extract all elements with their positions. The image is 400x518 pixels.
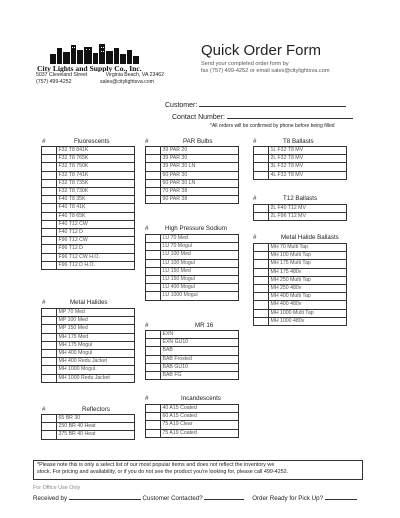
quantity-cell[interactable]	[254, 260, 269, 268]
company-name: City Lights and Supply Co., Inc.	[37, 64, 142, 72]
incandescents-header	[145, 395, 221, 402]
company-phone: (757) 499-4252	[36, 79, 72, 85]
customer-line[interactable]	[199, 99, 346, 107]
quantity-cell[interactable]	[42, 147, 57, 155]
item-name: MP 150 Med	[57, 325, 135, 333]
quantity-cell[interactable]	[146, 339, 161, 347]
item-name: 60 PAR 30	[161, 171, 239, 179]
subtitle	[201, 61, 330, 75]
quantity-cell[interactable]	[42, 415, 57, 423]
quantity-cell[interactable]	[42, 196, 57, 204]
quantity-cell[interactable]	[146, 179, 161, 187]
item-name: 1L F32 T8 MV	[269, 147, 347, 155]
table-row	[146, 267, 239, 275]
item-name: BAB FG	[161, 372, 239, 380]
metal-halides-table	[41, 308, 135, 383]
table-row	[42, 155, 135, 163]
quantity-cell[interactable]	[146, 276, 161, 284]
table-row	[254, 309, 347, 317]
quantity-cell[interactable]	[42, 325, 57, 333]
item-name: LU 150 Mogul	[161, 276, 239, 284]
mr16-title: MR 16	[195, 322, 214, 329]
table-row	[42, 196, 135, 204]
incandescents-title: Incandescents	[181, 395, 221, 402]
item-name: BAB	[161, 347, 239, 355]
table-row	[146, 163, 239, 171]
quantity-cell[interactable]	[146, 292, 161, 300]
item-name: LU 400 Mogul	[161, 284, 239, 292]
table-row	[254, 285, 347, 293]
quantity-cell[interactable]	[146, 347, 161, 355]
table-row	[254, 147, 347, 155]
table-row	[146, 355, 239, 363]
item-name: LU 70 Med	[161, 235, 239, 243]
item-name: EXN	[161, 331, 239, 339]
item-name: BAB GU10	[161, 363, 239, 371]
quantity-cell[interactable]	[254, 285, 269, 293]
item-name: 3L F32 T8 MV	[269, 163, 347, 171]
table-row	[254, 268, 347, 276]
table-row	[42, 333, 135, 341]
item-name: F96 T12 D H.O.	[57, 261, 135, 269]
table-row	[42, 212, 135, 220]
item-name: 2L F32 T8 MV	[269, 155, 347, 163]
table-row	[146, 284, 239, 292]
quantity-cell[interactable]	[254, 301, 269, 309]
table-row	[146, 155, 239, 163]
quantity-cell[interactable]	[42, 220, 57, 228]
item-name: LU 150 Med	[161, 267, 239, 275]
qty-hash: #	[253, 234, 257, 241]
quantity-cell[interactable]	[42, 204, 57, 212]
quantity-cell[interactable]	[146, 413, 161, 421]
company-address: 5037 Cleveland Street	[36, 72, 88, 78]
table-row	[254, 155, 347, 163]
qty-hash: #	[253, 138, 257, 145]
mh-ballasts-table	[253, 243, 347, 326]
contact-number-field[interactable]	[172, 111, 353, 121]
quantity-cell[interactable]	[42, 317, 57, 325]
quantity-cell[interactable]	[254, 268, 269, 276]
item-name: MH 250 480v	[269, 285, 347, 293]
item-name: F32 T8 765K	[57, 155, 135, 163]
quantity-cell[interactable]	[42, 358, 57, 366]
table-row	[146, 372, 239, 380]
table-row	[146, 276, 239, 284]
item-name: 90 PAR 38	[161, 196, 239, 204]
quantity-cell[interactable]	[146, 155, 161, 163]
item-name: 60 A15 Coated	[161, 413, 239, 421]
table-row	[42, 220, 135, 228]
table-row	[146, 243, 239, 251]
item-name: 39 PAR 30	[161, 155, 239, 163]
quantity-cell[interactable]	[42, 341, 57, 349]
quantity-cell[interactable]	[254, 155, 269, 163]
item-name: MH 400 Multi Tap	[269, 293, 347, 301]
item-name: MH 175 Med	[57, 333, 135, 341]
table-row	[254, 260, 347, 268]
quantity-cell[interactable]	[146, 267, 161, 275]
item-name: F32 T8 730K	[57, 188, 135, 196]
par-bulbs-table	[145, 146, 239, 204]
item-name: F96 T12 CW	[57, 237, 135, 245]
received-by-label: Received by	[33, 495, 68, 502]
table-row	[42, 358, 135, 366]
table-row	[254, 171, 347, 179]
item-name: MH 175 Multi Tap	[269, 260, 347, 268]
quantity-cell[interactable]	[42, 212, 57, 220]
mr16-table	[145, 330, 239, 380]
reflectors-title: Reflectors	[82, 406, 110, 413]
fluorescents-table	[41, 146, 135, 270]
quantity-cell[interactable]	[146, 251, 161, 259]
item-name: 60 PAR 30 LN	[161, 179, 239, 187]
item-name: LU 100 Mogul	[161, 259, 239, 267]
table-row	[254, 244, 347, 252]
quantity-cell[interactable]	[254, 205, 269, 213]
table-row	[146, 171, 239, 179]
quantity-cell[interactable]	[254, 163, 269, 171]
table-row	[146, 331, 239, 339]
item-name: 39 PAR 20	[161, 147, 239, 155]
table-row	[42, 188, 135, 196]
table-row	[146, 347, 239, 355]
item-name: F32 T8 750K	[57, 163, 135, 171]
item-name: 40 A15 Coated	[161, 405, 239, 413]
reflectors-header	[42, 406, 110, 413]
hps-header	[145, 225, 227, 232]
quantity-cell[interactable]	[254, 171, 269, 179]
table-row	[42, 317, 135, 325]
qty-hash: #	[42, 406, 46, 413]
item-name: 375 BR 40 Heat	[57, 431, 135, 439]
table-row	[42, 237, 135, 245]
fluorescents-title: Fluorescents	[74, 138, 110, 145]
t8-ballasts-header	[253, 138, 314, 145]
item-name: F96 T12 D	[57, 245, 135, 253]
incandescents-table	[145, 404, 239, 438]
item-name: MH 1000 480v	[269, 317, 347, 325]
quantity-cell[interactable]	[42, 431, 57, 439]
office-use-row	[33, 493, 357, 502]
table-row	[42, 179, 135, 187]
metal-halides-title: Metal Halides	[70, 299, 108, 306]
quantity-cell[interactable]	[42, 333, 57, 341]
item-name: F40 T12 D	[57, 229, 135, 237]
table-row	[146, 405, 239, 413]
quantity-cell[interactable]	[146, 355, 161, 363]
table-row	[42, 229, 135, 237]
table-row	[146, 147, 239, 155]
fluorescents-header	[42, 138, 109, 145]
table-row	[254, 301, 347, 309]
quantity-cell[interactable]	[42, 350, 57, 358]
ready-pickup-line[interactable]	[325, 493, 357, 500]
customer-contacted-label: Customer Contacted?	[142, 495, 203, 502]
quantity-cell[interactable]	[42, 245, 57, 253]
table-row	[146, 413, 239, 421]
contact-number-line[interactable]	[227, 111, 353, 119]
item-name: MH 175 Mogul	[57, 341, 135, 349]
mh-ballasts-header	[253, 234, 339, 241]
table-row	[42, 163, 135, 171]
table-row	[42, 341, 135, 349]
item-name: MH 400 480v	[269, 301, 347, 309]
quantity-cell[interactable]	[146, 421, 161, 429]
company-contact	[36, 72, 164, 86]
item-name: MH 250 Multi Tap	[269, 276, 347, 284]
item-name: 2L F40 T12 MV	[269, 205, 347, 213]
item-name: F40 T12 CW	[57, 220, 135, 228]
t12-ballasts-header	[253, 195, 317, 202]
quantity-cell[interactable]	[42, 179, 57, 187]
quantity-cell[interactable]	[146, 259, 161, 267]
quantity-cell[interactable]	[42, 188, 57, 196]
qty-hash: #	[145, 322, 149, 329]
contact-number-label: Contact Number:	[172, 114, 225, 121]
quantity-cell[interactable]	[254, 252, 269, 260]
quantity-cell[interactable]	[42, 309, 57, 317]
quantity-cell[interactable]	[146, 188, 161, 196]
quantity-cell[interactable]	[146, 171, 161, 179]
table-row	[146, 188, 239, 196]
disclaimer-line1: *Please note this is only a select list of our most popular items and does not reflect the inventory we	[37, 462, 275, 468]
quantity-cell[interactable]	[42, 261, 57, 269]
quantity-cell[interactable]	[42, 423, 57, 431]
item-name: MH 1000 Mogul	[57, 366, 135, 374]
item-name: 4L F32 T8 MV	[269, 171, 347, 179]
quantity-cell[interactable]	[146, 331, 161, 339]
company-logo	[36, 44, 161, 72]
confirmation-note: *All orders will be confirmed by phone before being filled	[210, 123, 335, 129]
disclaimer-box	[33, 460, 363, 480]
quantity-cell[interactable]	[42, 237, 57, 245]
item-name: MH 400 Mogul	[57, 350, 135, 358]
item-name: F32 T8 735K	[57, 179, 135, 187]
table-row	[146, 339, 239, 347]
customer-contacted-line[interactable]	[204, 493, 244, 500]
table-row	[146, 235, 239, 243]
item-name: F32 T8 741K	[57, 171, 135, 179]
quantity-cell[interactable]	[146, 196, 161, 204]
item-name: LU 70 Mogul	[161, 243, 239, 251]
item-name: 250 BR 40 Heat	[57, 423, 135, 431]
subtitle-line2: fax (757) 499-4252 or email sales@citylightsva.com	[201, 68, 330, 74]
quantity-cell[interactable]	[42, 229, 57, 237]
item-name: F96 T12 CW H.O.	[57, 253, 135, 261]
table-row	[42, 366, 135, 374]
par-bulbs-header	[145, 138, 212, 145]
item-name: 2L F96 T12 MV	[269, 213, 347, 221]
table-row	[146, 421, 239, 429]
company-city: Virginia Beach, VA 23462	[105, 72, 164, 78]
t12-ballasts-title: T12 Ballasts	[283, 195, 318, 202]
item-name: EXN GU10	[161, 339, 239, 347]
table-row	[42, 147, 135, 155]
quantity-cell[interactable]	[42, 366, 57, 374]
t8-ballasts-table	[253, 146, 347, 180]
table-row	[254, 205, 347, 213]
table-row	[42, 245, 135, 253]
table-row	[42, 261, 135, 269]
page-title: Quick Order Form	[201, 42, 322, 59]
item-name: MH 400 Redu Jacket	[57, 358, 135, 366]
table-row	[42, 253, 135, 261]
mr16-header	[145, 322, 213, 329]
quantity-cell[interactable]	[146, 363, 161, 371]
customer-field[interactable]	[165, 99, 346, 109]
item-name: 65 BR 30	[57, 415, 135, 423]
quantity-cell[interactable]	[146, 147, 161, 155]
quantity-cell[interactable]	[42, 171, 57, 179]
item-name: LU 100 Med	[161, 251, 239, 259]
customer-label: Customer:	[165, 102, 198, 109]
par-bulbs-title: PAR Bulbs	[183, 138, 213, 145]
item-name: 39 PAR 30 LN	[161, 163, 239, 171]
table-row	[42, 204, 135, 212]
table-row	[254, 252, 347, 260]
item-name: MP 100 Med	[57, 317, 135, 325]
table-row	[146, 251, 239, 259]
item-name: MH 100 Multi Tap	[269, 252, 347, 260]
quantity-cell[interactable]	[42, 253, 57, 261]
quantity-cell[interactable]	[146, 372, 161, 380]
qty-hash: #	[145, 138, 149, 145]
table-row	[42, 171, 135, 179]
quantity-cell[interactable]	[42, 163, 57, 171]
quantity-cell[interactable]	[254, 213, 269, 221]
t8-ballasts-title: T8 Ballasts	[283, 138, 314, 145]
table-row	[42, 415, 135, 423]
hps-title: High Pressure Sodium	[165, 225, 227, 232]
item-name: F40 T8 65K	[57, 212, 135, 220]
table-row	[146, 363, 239, 371]
qty-hash: #	[145, 225, 149, 232]
table-row	[42, 374, 135, 382]
quantity-cell[interactable]	[146, 405, 161, 413]
subtitle-line1: Send your completed order form by	[201, 61, 289, 67]
item-name: MH 1000 Multi Tap	[269, 309, 347, 317]
table-row	[42, 325, 135, 333]
qty-hash: #	[253, 195, 257, 202]
disclaimer-line2: stock. For pricing and availability, or if you do not see the product you're looking for, please call 499-4252.	[37, 469, 289, 475]
item-name: 70 PAR 38	[161, 188, 239, 196]
quantity-cell[interactable]	[254, 293, 269, 301]
quantity-cell[interactable]	[146, 235, 161, 243]
quantity-cell[interactable]	[254, 317, 269, 325]
table-row	[254, 213, 347, 221]
company-email: sales@citylightsva.com	[100, 79, 154, 85]
mh-ballasts-title: Metal Halide Ballasts	[281, 234, 339, 241]
metal-halides-header	[42, 299, 108, 306]
table-row	[146, 196, 239, 204]
item-name: MP 70 Med	[57, 309, 135, 317]
item-name: F32 T8 841K	[57, 147, 135, 155]
quantity-cell[interactable]	[254, 276, 269, 284]
item-name: MH 70 Multi Tap	[269, 244, 347, 252]
quantity-cell[interactable]	[146, 243, 161, 251]
received-by-line[interactable]	[69, 493, 141, 500]
item-name: F40 T8 35K	[57, 196, 135, 204]
table-row	[42, 431, 135, 439]
table-row	[42, 423, 135, 431]
t12-ballasts-table	[253, 204, 347, 221]
item-name: F40 T8 41K	[57, 204, 135, 212]
table-row	[254, 317, 347, 325]
qty-hash: #	[42, 299, 46, 306]
item-name: MH 1000 Redu Jacket	[57, 374, 135, 382]
table-row	[146, 259, 239, 267]
item-name: LU 1000 Mogul	[161, 292, 239, 300]
reflectors-table	[41, 414, 135, 440]
table-row	[254, 276, 347, 284]
item-name: MH 175 480v	[269, 268, 347, 276]
quantity-cell[interactable]	[42, 155, 57, 163]
quantity-cell[interactable]	[254, 309, 269, 317]
office-use-label: For Office Use Only	[33, 485, 81, 491]
table-row	[42, 309, 135, 317]
table-row	[146, 179, 239, 187]
quantity-cell[interactable]	[254, 147, 269, 155]
qty-hash: #	[145, 395, 149, 402]
qty-hash: #	[42, 138, 46, 145]
item-name: 75 A19 Coated	[161, 429, 239, 437]
hps-table	[145, 234, 239, 301]
ready-pickup-label: Order Ready for Pick Up?	[252, 495, 324, 502]
table-row	[42, 350, 135, 358]
quantity-cell[interactable]	[146, 429, 161, 437]
quantity-cell[interactable]	[146, 284, 161, 292]
quantity-cell[interactable]	[42, 374, 57, 382]
table-row	[146, 429, 239, 437]
quantity-cell[interactable]	[146, 163, 161, 171]
quantity-cell[interactable]	[254, 244, 269, 252]
table-row	[254, 163, 347, 171]
item-name: 75 A19 Clear	[161, 421, 239, 429]
table-row	[254, 293, 347, 301]
table-row	[146, 292, 239, 300]
item-name: BAB Frosted	[161, 355, 239, 363]
